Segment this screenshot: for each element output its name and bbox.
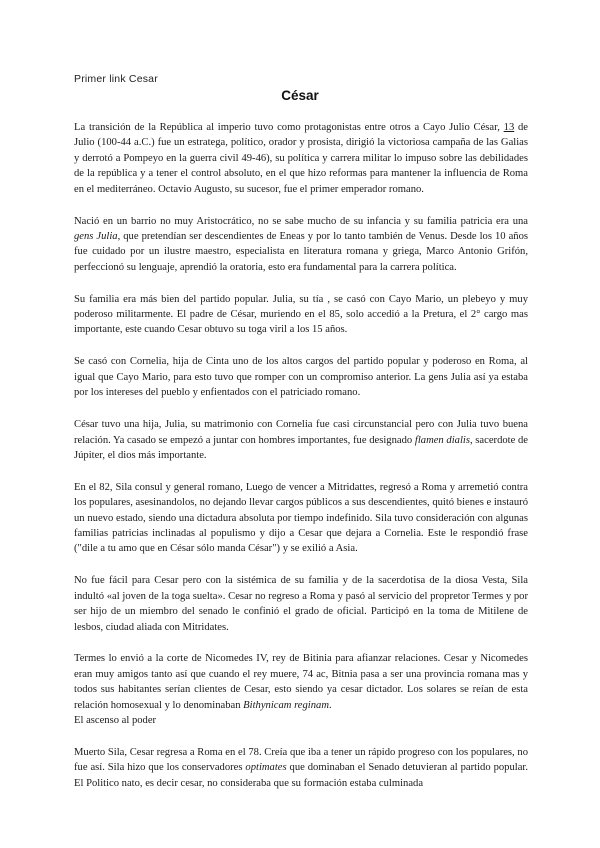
paragraph-2-text-b: , que pretendían ser descendientes de Eneas y por lo tanto también de Venus. Desde los 10 años fue cuidado por un ilustre maestro, especialista en literatura romana y griega, Marco Antonio Grifón, perfeccionó su lenguaje, aprendió la oratoria, esto era fundamental para la carrera política.: [74, 230, 528, 273]
paragraph-8-text-b: .: [328, 699, 332, 711]
document-body: [74, 120, 528, 808]
paragraph-1-text-b: de Julio (100-44 a.C.) fue un estratega, político, orador y prosista, dirigió la victoriosa campaña de las Galias y derrotó a Pompeyo en la guerra civil 49-46), su política y carrera militar lo impuso sobre las debilidades de la república y a tener el control absoluto, en el que hizo reformas para mantener la influencia de Roma en el mediterráneo. Octavio Augusto, su sucesor, fue el primer emperador romano.: [74, 122, 528, 195]
header-link-text: Primer link Cesar: [74, 73, 158, 85]
paragraph-5-italic: flamen dialis: [414, 434, 470, 446]
paragraph-8: [74, 651, 528, 713]
paragraph-1: [74, 120, 528, 197]
paragraph-4: Se casó con Cornelia, hija de Cinta uno de los altos cargos del partido popular y poderoso en Roma, al igual que Cayo Mario, para esto tuvo que romper con un compromiso anterior. La gens Julia así ya estaba por los intereses del pueblo y enfientados con el patriciado romano.: [74, 356, 528, 399]
paragraph-6: En el 82, Sila consul y general romano, Luego de vencer a Mitridattes, regresó a Roma y arremetió contra los populares, asesinandolos, no dejando llevar cargos públicos a sus descendientes, quitó bienes e instauró un nuevo estado, siendo una dictadura absoluta por tiempo indefinido. Sila tuvo consideración con algunas familias patricias inclinadas al populismo y dijo a Cesar que dejara a Cornelia. Este le respondió frase ("dile a tu amo que en César sólo manda César") y se exilió a Asia.: [74, 481, 528, 555]
date-link[interactable]: 13: [503, 122, 515, 133]
paragraph-5-text-b: , sacerdote de Júpiter, el dios más importante.: [74, 434, 528, 461]
paragraph-8-italic: Bithynicam reginam: [243, 699, 329, 711]
paragraph-5-text-a: César tuvo una hija, Julia, su matrimonio con Cornelia fue casi circunstancial pero con Julia tuvo buena relación. Ya casado se empezó a juntar con hombres importantes, fue designado: [74, 419, 528, 446]
paragraph-9: [74, 745, 528, 791]
paragraph-3: Su familia era más bien del partido popular. Julia, su tía , se casó con Cayo Mario, un plebeyo y muy poderoso militarmente. El padre de César, muriendo en el 85, solo accedió a la Pretura, el 2° cargo mas importante, este cuando Cesar obtuvo su toga viril a los 15 años.: [74, 293, 528, 336]
section-heading: El ascenso al poder: [74, 715, 157, 727]
document-title: César: [281, 88, 319, 103]
paragraph-5: [74, 417, 528, 463]
paragraph-2-italic: gens Julia: [74, 230, 118, 242]
paragraph-2: [74, 214, 528, 276]
paragraph-7: No fue fácil para Cesar pero con la sistémica de su familia y de la sacerdotisa de la diosa Vesta, Sila indultó «al joven de la toga suelta». Cesar no regreso a Roma y pasó al servicio del propretor Termes y por ser hijo de un miembro del senado le confinió el grado de oficial. Participó en la toma de Mitilene de lesbos, ciudad aliada con Mitridates.: [74, 575, 528, 633]
paragraph-1-text-a: La transición de la República al imperio tuvo como protagonistas entre otros a Cayo Julio César,: [74, 122, 504, 133]
paragraph-8-text-a: Termes lo envió a la corte de Nicomedes IV, rey de Bitinia para afianzar relaciones. Cesar y Nicomedes eran muy amigos tanto así que cuando el rey muere, 74 ac, Bitnia pasa a ser una provincia romana mas y todos sus habitantes serían clientes de Cesar, esto siendo ya cesar dictador. Los solares se reían de esta relación homosexual y lo denominaban: [74, 653, 528, 711]
paragraph-9-text-b: que dominaban el Senado detuvieran al partido popular. El Politico nato, es decir cesar, no consideraba que su formación estaba culminada: [74, 762, 528, 789]
paragraph-9-text-a: Muerto Sila, Cesar regresa a Roma en el 78. Creía que iba a tener un rápido progreso con los populares, no fue así. Sila hizo que los conservadores: [74, 747, 528, 774]
paragraph-9-italic: optimates: [245, 762, 287, 774]
paragraph-2-text-a: Nació en un barrio no muy Aristocrático, no se sabe mucho de su infancia y su familia patricia era una: [74, 215, 528, 227]
